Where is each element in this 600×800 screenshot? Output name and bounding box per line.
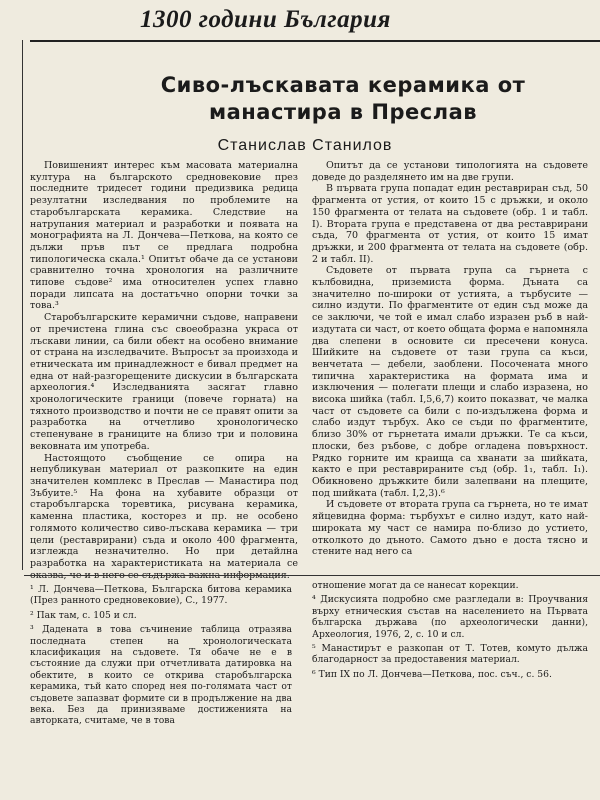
footnote: ² Пак там, с. 105 и сл. [30, 609, 137, 621]
margin-rule [22, 40, 23, 570]
paragraph: Повишеният интерес към масовата материална култура на българското средновековие през последните тридесет години предизвика редица резултатни изследвания по проблемите на старобългарската керамика. Следствие на натрупания материал и разработки и появата на монографията на Л. Дончева—Петкова, на която се дължи пръв път се предлага подробна типологическа скала.¹ Опитът обаче да се установи сравнително точна хронология на различните типове съдове² има относителен успех главно поради липсата на достатъчно опорни точки за това.³ [30, 160, 298, 312]
footnote-rule [24, 575, 600, 576]
footnote-continuation: отношение могат да се нанесат корекции. [312, 580, 519, 591]
article-title-line-2: манастира в Преслав [208, 100, 478, 124]
article-author: Станислав Станилов [217, 137, 393, 154]
footnote: ³ Даденатa в това съчинение таблица отразява последната степен на хронологическата класификация на съдовете. Тя обаче не е в състояние да служи при отчетливата датировка на обектите, в които се открива старобългарска керамика, тъй като според нея по-голямата част от съдовете запазват формите си в продължение на два века. Без да принизяваме достиженията на авторката, считаме, че в това [30, 624, 292, 727]
footnotes-left [30, 584, 292, 730]
footnote: ⁵ Манастирът е разкопан от Т. Тотев, комуто дължа благодарност за предоставения материал. [312, 643, 588, 666]
paragraph: Настоящото съобщение се опира на непубликуван материал от разкопките на един значителен комплекс в Преслав — Манастира под Зъбуите.⁵ На фона на хубавите образци от старобългарска торевтика, рисувана керамика, каменна пластика, косторез и пр. не особено голямото количество сиво-лъскава керамика — три цели (реставрирани) съда и около 400 фрагмента, изглежда незначително. Но при детайлна разработка на характеристиката на материала се оказва, че и в него се съдържа важна информация. [30, 452, 298, 581]
paragraph: В първата група попадат един реставриран съд, 50 фрагмента от устия, от които 15 с дръжки, и около 150 фрагмента от телата на съдовете (обр. 1 и табл. I). Втората група е представена от два реставрирани съда, 70 фрагмента от устия, от които 15 имат дръжки, и 200 фрагмента от телата на съдовете (обр. 2 и табл. II). [312, 183, 588, 265]
footnote: ¹ Л. Дончева—Петкова, Българска битова керамика (През ранното средновековие), С., 1977. [30, 584, 292, 607]
paragraph: Съдовете от първата група са гърнета с кълбовидна, приземиста форма. Дъната са значително по-широки от устията, а търбусите — силно издути. По фрагментите от един съд може да се заключи, че той е имал слабо изразен ръб в най-издутата си част, от което общата форма е напомняла два слепени в основите си пресечени конуса. Шийките на съдовете от тази група са къси, венчетата — дебели, заоблени. Посочената много типична характеристика на формата има и изключения — полегати плещи и слабо изразена, но висока шийка (табл. I,5,6,7) които показват, че малка част от съдовете са били с по-издължена форма и слабо издут търбух. Ако се съди по фрагментите, близо 30% от гърнетата имали дръжки. Те са къси, плоски, без ръбове, с добре огладена повърхност. Рядко горните им краища са хванати за шийката, както е при реставрираните съд (обр. 1₁, табл. I₁). Обикновено дръжките били залепвани на плещите, под шийката (табл. I,2,3).⁶ [312, 265, 588, 499]
paragraph: Опитът да се установи типологията на съдовете доведе до разделянето им на две групи. [312, 160, 588, 183]
paragraph: Старобългарските керамични съдове, направени от пречистена глина със своеобразна украса от лъскави линии, са били обект на особено внимание от страна на изследвачите. Въпросът за произхода и етническата им принадлежност е бивал предмет на една от най-разгорещените дискусии в българската археология.⁴ Изследванията засягат главно хронологическите граници (повече горната) на тяхното производство и почти не се правят опити за разработка на отчетливо хронологическо степенуване в границите на близо три и половина вековната им употреба. [30, 312, 298, 452]
article-title [143, 72, 543, 126]
footnote: ⁴ Дискусията подробно сме разгледали в: Проучвания върху етническия състав на населението на Първата българска държава (по археологически данни), Археология, 1976, 2, с. 10 и сл. [312, 594, 588, 640]
footnote: ⁶ Тип IX по Л. Дончева—Петкова, пос. съч., с. 56. [312, 668, 552, 680]
article-title-line-1: Сиво-лъскавата керамика от [160, 73, 526, 97]
right-column [312, 160, 588, 558]
left-column [30, 160, 298, 581]
header-rule [30, 40, 600, 42]
section-header: 1300 години България [140, 6, 391, 33]
paragraph: И съдовете от втората група са гърнета, но те имат яйцевидна форма: търбухът е силно издут, като най-широката му част се намира по-близо до устието, отколкото до дъното. Самото дъно е доста тясно и стените над него са [312, 499, 588, 558]
footnotes-right [312, 580, 588, 683]
